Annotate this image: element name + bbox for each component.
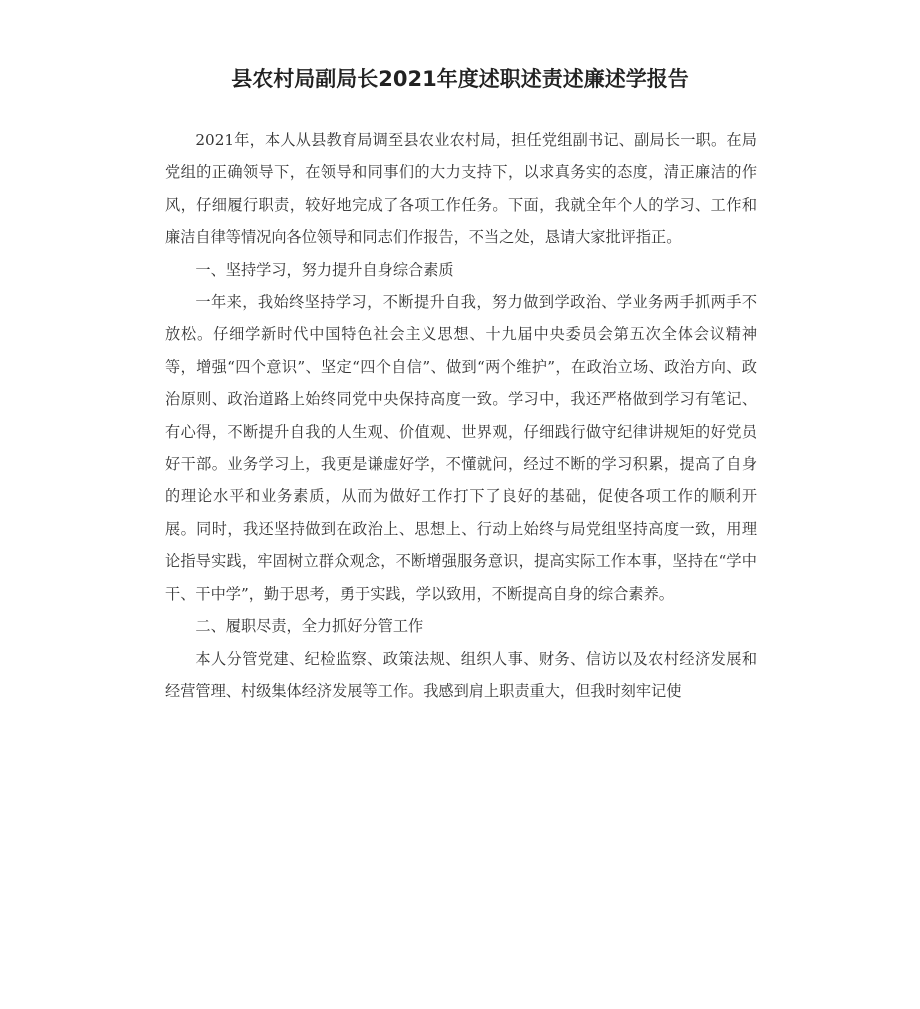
paragraph-intro: 2021年，本人从县教育局调至县农业农村局，担任党组副书记、副局长一职。在局党组的正确领导下，在领导和同事们的大力支持下，以求真务实的态度，清正廉洁的作风，仔细履行职责，较好地完成了各项工作任务。下面，我就全年个人的学习、工作和廉洁自律等情况向各位领导和同志们作报告，不当之处，恳请大家批评指正。 [165,131,757,247]
section-heading-1: 一、坚持学习，努力提升自身综合素质 [195,260,454,279]
section-heading-2: 二、履职尽责，全力抓好分管工作 [195,617,424,636]
paragraph-duties: 本人分管党建、纪检监察、政策法规、组织人事、财务、信访以及农村经济发展和经营管理、村级集体经济发展等工作。我感到肩上职责重大，但我时刻牢记使 [165,649,757,700]
paragraph-study: 一年来，我始终坚持学习，不断提升自我，努力做到学政治、学业务两手抓两手不放松。仔细学新时代中国特色社会主义思想、十九届中央委员会第五次全体会议精神等，增强“四个意识”、坚定“四个自信”、做到“两个维护”，在政治立场、政治方向、政治原则、政治道路上始终同党中央保持高度一致。学习中，我还严格做到学习有笔记、有心得，不断提升自我的人生观、价值观、世界观，仔细践行做守纪律讲规矩的好党员好干部。业务学习上，我更是谦虚好学，不懂就问，经过不断的学习积累，提高了自身的理论水平和业务素质，从而为做好工作打下了良好的基础，促使各项工作的顺利开展。同时，我还坚持做到在政治上、思想上、行动上始终与局党组坚持高度一致，用理论指导实践，牢固树立群众观念，不断增强服务意识，提高实际工作本事，坚持在“学中干、干中学”，勤于思考，勇于实践，学以致用，不断提高自身的综合素养。 [165,293,757,603]
document-body [165,124,757,707]
document-title: 县农村局副局长2021年度述职述责述廉述学报告 [231,67,689,91]
